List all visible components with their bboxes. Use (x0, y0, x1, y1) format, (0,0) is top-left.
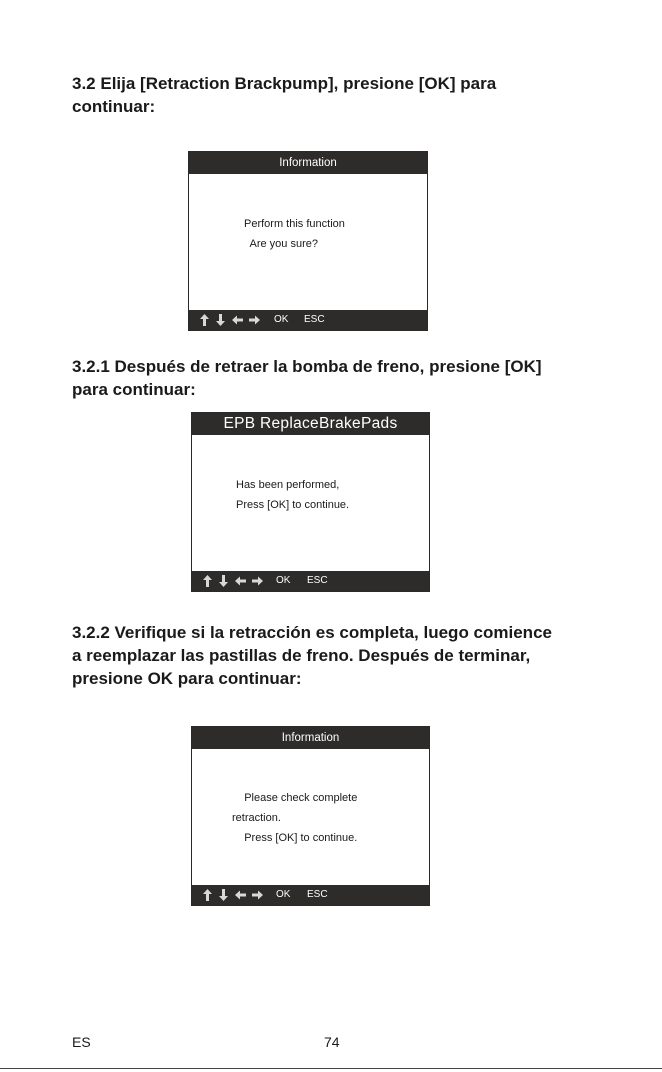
screen-title: Information (281, 732, 340, 744)
screen-key-bar (189, 310, 427, 330)
arrow-keys (202, 574, 266, 588)
ok-button[interactable]: OK (274, 314, 289, 325)
arrow-right-icon (251, 888, 264, 902)
esc-button[interactable]: ESC (307, 575, 328, 586)
arrow-right-icon (248, 313, 261, 327)
heading-line: presione OK para continuar: (72, 669, 302, 688)
arrow-left-icon (234, 888, 247, 902)
arrow-left-icon (234, 574, 247, 588)
screen-message (232, 788, 357, 848)
heading-line: para continuar: (72, 380, 196, 399)
heading-line: continuar: (72, 97, 156, 116)
message-line: Press [OK] to continue. (232, 832, 358, 844)
arrow-down-icon (218, 888, 229, 902)
arrow-right-icon (251, 574, 264, 588)
arrow-up-icon (202, 888, 213, 902)
section-3-2-heading (72, 72, 632, 118)
screen-message (236, 475, 349, 515)
arrow-down-icon (215, 313, 226, 327)
page-number: 74 (324, 1034, 340, 1050)
ok-button[interactable]: OK (276, 889, 291, 900)
message-line: Has been performed, (236, 479, 340, 491)
screen-title: EPB ReplaceBrakePads (223, 415, 398, 432)
heading-line: a reemplazar las pastillas de freno. Después de terminar, (72, 646, 531, 665)
heading-line: 3.2.2 Verifique si la retracción es completa, luego comience (72, 623, 552, 642)
screen-message (244, 214, 345, 254)
arrow-down-icon (218, 574, 229, 588)
screen-information-check-retraction (191, 726, 430, 906)
screen-title-bar (192, 727, 429, 749)
arrow-up-icon (199, 313, 210, 327)
screen-epb-replace-brake-pads (191, 412, 430, 592)
message-line: Please check complete (232, 792, 358, 804)
heading-line: 3.2.1 Después de retraer la bomba de freno, presione [OK] (72, 357, 542, 376)
arrow-keys (202, 888, 266, 902)
esc-button[interactable]: ESC (304, 314, 325, 325)
arrow-left-icon (231, 313, 244, 327)
screen-key-bar (192, 571, 429, 591)
screen-title-bar (192, 413, 429, 435)
section-3-2-1-heading (72, 355, 632, 401)
screen-title-bar (189, 152, 427, 174)
screen-key-bar (192, 885, 429, 905)
arrow-up-icon (202, 574, 213, 588)
screen-title: Information (279, 157, 337, 169)
heading-line: 3.2 Elija [Retraction Brackpump], presione [OK] para (72, 74, 497, 93)
ok-button[interactable]: OK (276, 575, 291, 586)
esc-button[interactable]: ESC (307, 889, 328, 900)
message-line: Perform this function (244, 218, 345, 230)
message-line: Press [OK] to continue. (236, 499, 350, 511)
arrow-keys (199, 313, 263, 327)
section-3-2-2-heading (72, 621, 632, 690)
screen-information-confirm (188, 151, 428, 331)
footer-language: ES (72, 1034, 91, 1050)
message-line: retraction. (232, 812, 281, 824)
page-bottom-rule (0, 1068, 662, 1069)
message-line: Are you sure? (244, 238, 318, 250)
